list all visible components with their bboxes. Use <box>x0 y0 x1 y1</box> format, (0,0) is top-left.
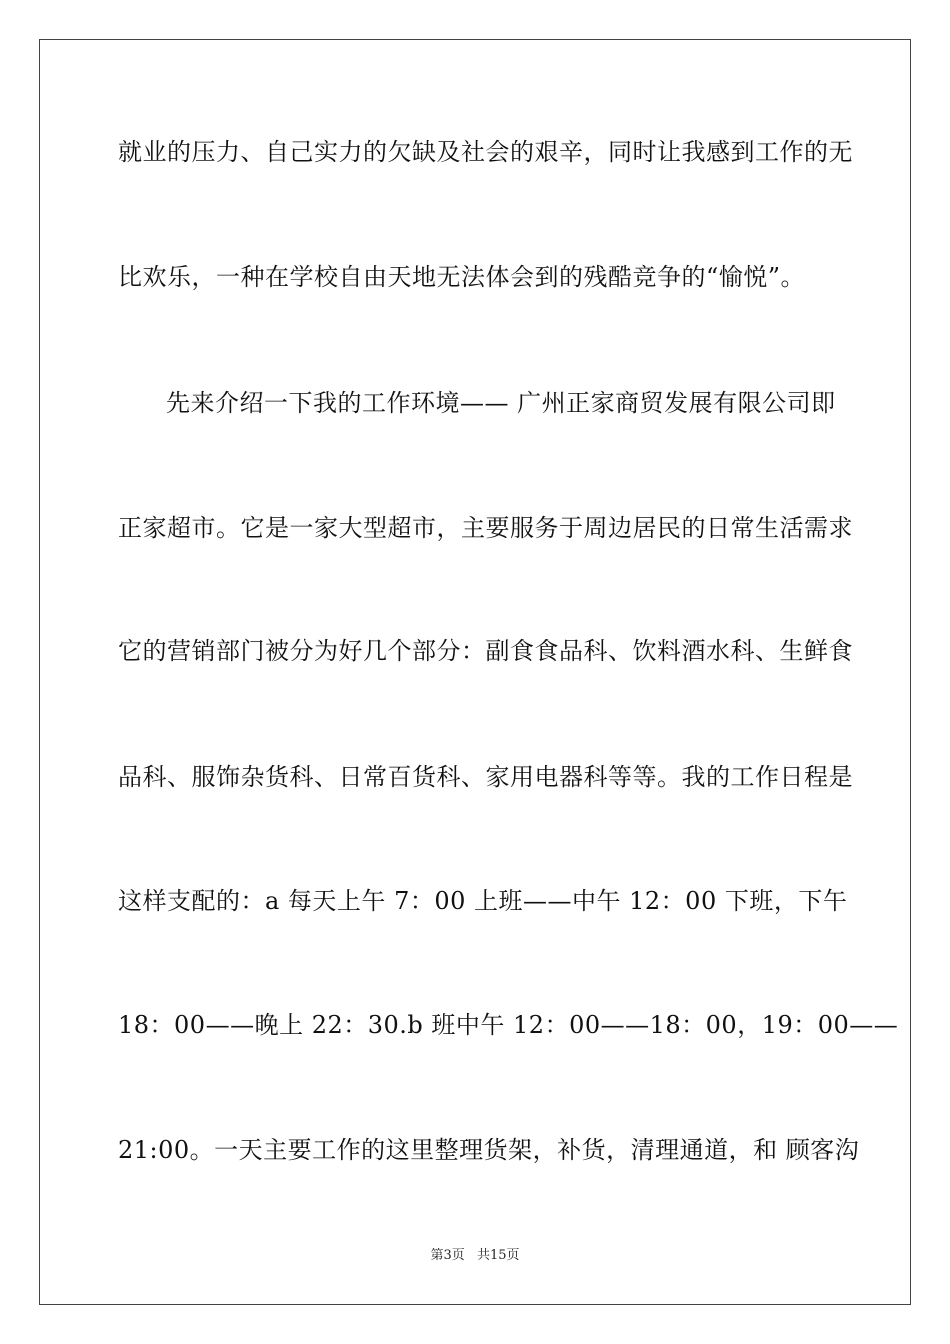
page-number: 第3页 <box>430 1248 465 1263</box>
body-text-line-2: 比欢乐，一种在学校自由天地无法体会到的残酷竞争的“愉悦”。 <box>118 263 806 291</box>
body-text-line-8: 18：00——晚上 22：30.b 班中午 12：00——18：00，19：00—— <box>118 1011 899 1039</box>
body-text-line-4: 正家超市。它是一家大型超市，主要服务于周边居民的日常生活需求 <box>118 514 853 542</box>
body-text-line-7: 这样支配的：a 每天上午 7：00 上班——中午 12：00 下班，下午 <box>118 887 848 915</box>
page-border <box>39 39 911 1305</box>
paragraph-start-line-3: 先来介绍一下我的工作环境—— 广州正家商贸发展有限公司即 <box>166 389 836 417</box>
body-text-line-5: 它的营销部门被分为好几个部分：副食食品科、饮料酒水科、生鲜食 <box>118 637 853 665</box>
body-text-line-9: 21:00。一天主要工作的这里整理货架，补货，清理通道，和 顾客沟 <box>118 1136 860 1164</box>
total-pages: 共15页 <box>476 1248 520 1263</box>
body-text-line-1: 就业的压力、自己实力的欠缺及社会的艰辛，同时让我感到工作的无 <box>118 138 853 166</box>
body-text-line-6: 品科、服饰杂货科、日常百货科、家用电器科等等。我的工作日程是 <box>118 763 853 791</box>
page-footer <box>0 1247 950 1265</box>
